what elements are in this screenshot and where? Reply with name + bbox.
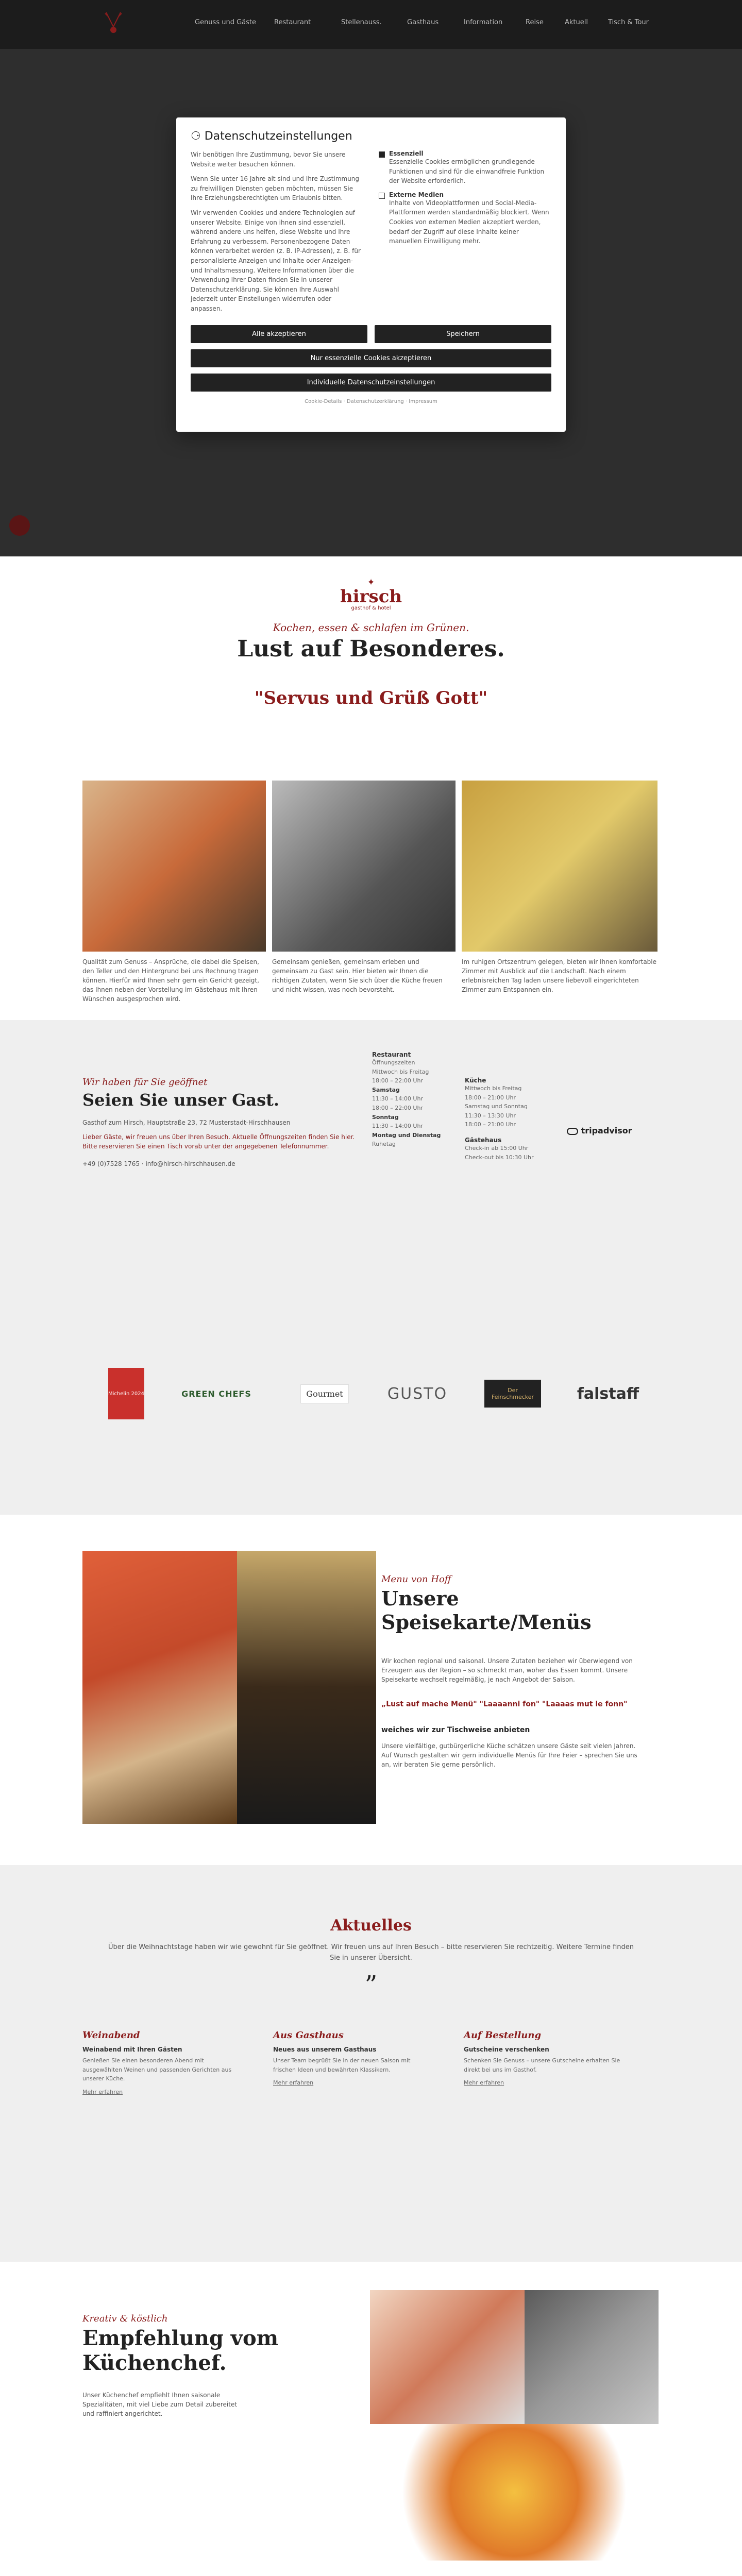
hours-title: Restaurant: [372, 1051, 411, 1058]
nav-item-6[interactable]: Reise: [526, 19, 544, 26]
hours-line-3: 11:30 – 14:00 Uhr: [372, 1095, 423, 1103]
intro-greeting: "Servus und Grüß Gott": [254, 688, 488, 708]
menu-title: Unsere Speisekarte/Menüs: [381, 1587, 592, 1634]
cookie-intro: Wir benötigen Ihre Zustimmung, bevor Sie unsere Website weiter besuchen können.: [191, 151, 346, 168]
checkbox-external[interactable]: [379, 193, 385, 199]
hours-line-4: 18:00 – 22:00 Uhr: [372, 1104, 423, 1111]
option-external-label: Externe Medien: [389, 191, 444, 198]
award-6-text: falstaff: [577, 1384, 639, 1403]
nav-item-2[interactable]: Restaurant: [274, 19, 311, 26]
menu-photo-2: [237, 1551, 376, 1824]
hours2-line-2: Samstag und Sonntag: [465, 1103, 528, 1110]
nav-item-7[interactable]: Aktuell: [565, 19, 588, 26]
hours2-line-3: 11:30 – 13:30 Uhr: [465, 1112, 516, 1119]
award-logo-2: [180, 1365, 252, 1422]
chef-title: Empfehlung vom Küchenchef.: [82, 2326, 279, 2375]
intro-tagline: Kochen, essen & schlafen im Grünen.: [273, 621, 469, 634]
accept-all-button[interactable]: Alle akzeptieren: [191, 325, 367, 343]
chef-photo-3: [370, 2424, 659, 2561]
news-card-2-script: Aus Gasthaus: [273, 2030, 344, 2041]
tripadvisor-badge[interactable]: [567, 1126, 632, 1136]
chef-photo-2: [525, 2290, 659, 2424]
quote-mark-icon: ”: [364, 1971, 378, 1999]
nav-item-4[interactable]: Gasthaus: [407, 19, 439, 26]
menu-script: Menu von Hoff: [381, 1574, 451, 1585]
cookie-body: Wir verwenden Cookies und andere Technologien auf unserer Website. Einige von ihnen sind essenziell, während andere uns helfen, diese Website und Ihre Erfahrung zu verbessern. Personenbezogene Daten können verarbeitet werden (z. B. IP-Adressen), z. B. für personalisierte Anzeigen und Inhalte oder Anzeigen- und Inhaltsmessung. Weitere Informationen über die Verwendung Ihrer Daten finden Sie in unserer Datenschutzerklärung. Sie können Ihre Auswahl jederzeit unter Einstellungen widerrufen oder anpassen.: [191, 209, 361, 312]
option-essential-desc: Essenzielle Cookies ermöglichen grundlegende Funktionen und sind für die einwandfreie Funktion der Website erforderlich.: [389, 158, 545, 185]
cookie-option-external[interactable]: [379, 191, 551, 251]
hours2-line-1: 18:00 – 21:00 Uhr: [465, 1094, 516, 1101]
menu-text2: Unsere vielfältige, gutbürgerliche Küche schätzen unsere Gäste seit vielen Jahren. Auf Wunsch gestalten wir gern individuelle Menüs für Ihre Feier – sprechen Sie uns an, wir beraten Sie gerne persönlich.: [381, 1742, 637, 1768]
intro-caption-3: Im ruhigen Ortszentrum gelegen, bieten wir Ihnen komfortable Zimmer mit Ausblick auf die Landschaft. Nach einem erlebnisreichen Tag laden unsere liebevoll eingerichteten Zimmer zum Entspannen ein.: [462, 958, 656, 993]
nav-item-5[interactable]: Information: [464, 19, 503, 26]
contact-phone-line[interactable]: +49 (0)7528 1765 · info@hirsch-hirschhausen.de: [82, 1160, 235, 1167]
hours-line-5: Sonntag: [372, 1113, 399, 1121]
news-card-2: [273, 2030, 428, 2088]
chef-photo-1: [370, 2290, 525, 2424]
nav-item-3[interactable]: Stellenauss.: [341, 19, 382, 26]
award-5-text: Der Feinschmecker: [484, 1380, 541, 1408]
news-intro: Über die Weihnachtstage haben wir wie gewohnt für Sie geöffnet. Wir freuen uns auf Ihren Besuch – bitte reservieren Sie rechtzeitig. Weitere Termine finden Sie in unserer Übersicht.: [108, 1943, 634, 1962]
award-2-text: GREEN CHEFS: [181, 1388, 251, 1399]
intro-caption-1: Qualität zum Genuss – Ansprüche, die dabei die Speisen, den Teller und den Hintergrund bei uns Rechnung tragen können. Hierfür wird Ihnen sehr gern ein Gericht gezeigt, das Ihnen neben der Vorstellung im Gästehaus mit Ihren Wünschen ausgesprochen wird.: [82, 958, 259, 1003]
hours-line-6: 11:30 – 14:00 Uhr: [372, 1123, 423, 1130]
award-logo-1: [103, 1365, 149, 1422]
intro-caption-2: Gemeinsam genießen, gemeinsam erleben und gemeinsam zu Gast sein. Hier bieten wir Ihnen die richtigen Zutaten, wenn Sie sich über die Küche freuen und nicht wissen, was noch bevorsteht.: [272, 958, 443, 993]
news-card-1-script: Weinabend: [82, 2030, 140, 2041]
save-button[interactable]: Speichern: [375, 325, 551, 343]
hours-line-2: Samstag: [372, 1086, 400, 1093]
news-card-1: [82, 2030, 237, 2096]
contact-title: Seien Sie unser Gast.: [82, 1090, 280, 1110]
news-card-1-link[interactable]: Mehr erfahren: [82, 2088, 123, 2095]
news-card-3-script: Auf Bestellung: [464, 2030, 542, 2041]
contact-script: Wir haben für Sie geöffnet: [82, 1077, 208, 1088]
cookie-option-essential[interactable]: [379, 150, 551, 191]
cookie-intro2: Wenn Sie unter 16 Jahre alt sind und Ihre Zustimmung zu freiwilligen Diensten geben möchten, müssen Sie Ihre Erziehungsberechtigten um Erlaubnis bitten.: [191, 175, 360, 202]
news-title: Aktuelles: [330, 1917, 412, 1935]
intro-headline: Lust auf Besonderes.: [237, 636, 505, 662]
hours-block-kitchen: [465, 1077, 542, 1162]
news-card-3-title: Gutscheine verschenken: [464, 2046, 549, 2053]
menu-text: Wir kochen regional und saisonal. Unsere Zutaten beziehen wir überwiegend von Erzeugern aus der Region – so schmeckt man, woher das Essen kommt. Unsere Speisekarte wechselt regelmäßig, je nach Angebot der Saison.: [381, 1657, 633, 1683]
award-logo-4: [376, 1365, 459, 1422]
news-card-3-link[interactable]: Mehr erfahren: [464, 2079, 504, 2087]
menu-subtitle: weiches wir zur Tischweise anbieten: [381, 1726, 530, 1734]
menu-photo-1: [82, 1551, 237, 1824]
hours3-line-0: Check-in ab 15:00 Uhr: [465, 1144, 529, 1151]
hours2-line-4: 18:00 – 21:00 Uhr: [465, 1121, 516, 1128]
deer-antler-icon: ✦: [367, 577, 375, 588]
individual-settings-button[interactable]: Individuelle Datenschutzeinstellungen: [191, 374, 551, 392]
hours2-line-0: Mittwoch bis Freitag: [465, 1085, 522, 1092]
news-card-3: [464, 2030, 629, 2088]
contact-note2: Bitte reservieren Sie einen Tisch vorab unter der angegebenen Telefonnummer.: [82, 1143, 329, 1150]
hours-sub: Öffnungszeiten: [372, 1059, 415, 1066]
news-card-2-link[interactable]: Mehr erfahren: [273, 2079, 314, 2087]
menu-quote: „Lust auf mache Menü" "Laaaanni fon" "Laaaas mut le fonn": [381, 1700, 628, 1708]
award-logo-6: [567, 1365, 649, 1422]
brand-logo: [340, 577, 402, 611]
hours-line-1: 18:00 – 22:00 Uhr: [372, 1077, 423, 1084]
award-logo-5: [479, 1365, 546, 1422]
cookie-title-text: Datenschutzeinstellungen: [204, 130, 352, 143]
news-card-2-title: Neues aus unserem Gasthaus: [273, 2046, 377, 2053]
hours-line-0: Mittwoch bis Freitag: [372, 1068, 429, 1075]
hours-block-restaurant: [372, 1051, 449, 1149]
header-logo[interactable]: [93, 11, 134, 37]
tripadvisor-label: tripadvisor: [581, 1126, 632, 1136]
cookie-footer-links[interactable]: Cookie-Details · Datenschutzerklärung · Impressum: [305, 398, 437, 404]
award-3-text: Gourmet: [300, 1384, 348, 1403]
lock-icon: ⚆: [191, 130, 201, 143]
chef-script: Kreativ & köstlich: [82, 2313, 168, 2324]
contact-address: Gasthof zum Hirsch, Hauptstraße 23, 72 Musterstadt-Hirschhausen: [82, 1119, 291, 1126]
hours3-line-1: Check-out bis 10:30 Uhr: [465, 1154, 534, 1161]
award-logo-3: [294, 1365, 356, 1422]
hours3-title: Gästehaus: [465, 1136, 502, 1144]
hours-line-8: Ruhetag: [372, 1141, 396, 1148]
nav-item-8[interactable]: Tisch & Tour: [608, 19, 649, 26]
contact-note: Lieber Gäste, wir freuen uns über Ihren Besuch. Aktuelle Öffnungszeiten finden Sie hier.: [82, 1133, 355, 1141]
news-card-3-text: Schenken Sie Genuss – unsere Gutscheine erhalten Sie direkt bei uns im Gasthof.: [464, 2057, 620, 2073]
news-card-1-text: Genießen Sie einen besonderen Abend mit ausgewählten Weinen und passenden Gerichten aus unserer Küche.: [82, 2057, 232, 2082]
brand-name: hirsch: [340, 586, 402, 607]
hours2-title: Küche: [465, 1077, 486, 1084]
news-card-2-text: Unser Team begrüßt Sie in der neuen Saison mit frischen Ideen und bewährten Klassikern.: [273, 2057, 411, 2073]
nav-item-1[interactable]: Genuss und Gäste: [195, 19, 256, 26]
intro-section: [0, 577, 742, 708]
intro-photo-2: [272, 781, 456, 952]
option-external-desc: Inhalte von Videoplattformen und Social-Media-Plattformen werden standardmäßig blockiert. Wenn Cookies von externen Medien akzeptiert werden, bedarf der Zugriff auf diese Inhalte keiner manuellen Einwilligung mehr.: [389, 199, 549, 245]
cookie-modal-title: [191, 130, 551, 143]
essential-only-button[interactable]: Nur essenzielle Cookies akzeptieren: [191, 349, 551, 367]
brand-sub: gasthof & hotel: [351, 605, 391, 611]
checkbox-essential[interactable]: [379, 151, 385, 158]
award-4-text: GUSTO: [387, 1384, 448, 1403]
owl-icon: [567, 1128, 578, 1135]
award-1-text: Michelin 2024: [108, 1368, 144, 1419]
cookie-modal: [176, 117, 566, 432]
chef-text: Unser Küchenchef empfiehlt Ihnen saisonale Spezialitäten, mit viel Liebe zum Detail zubereitet und raffiniert angerichtet.: [82, 2392, 238, 2417]
hours-line-7: Montag und Dienstag: [372, 1131, 441, 1139]
scroll-indicator-icon[interactable]: [9, 515, 30, 536]
intro-photo-3: [462, 781, 657, 952]
site-header: [0, 0, 742, 49]
news-card-1-title: Weinabend mit Ihren Gästen: [82, 2046, 182, 2053]
intro-photo-1: [82, 781, 266, 952]
option-essential-label: Essenziell: [389, 150, 424, 157]
deer-logo-icon: [93, 11, 134, 37]
